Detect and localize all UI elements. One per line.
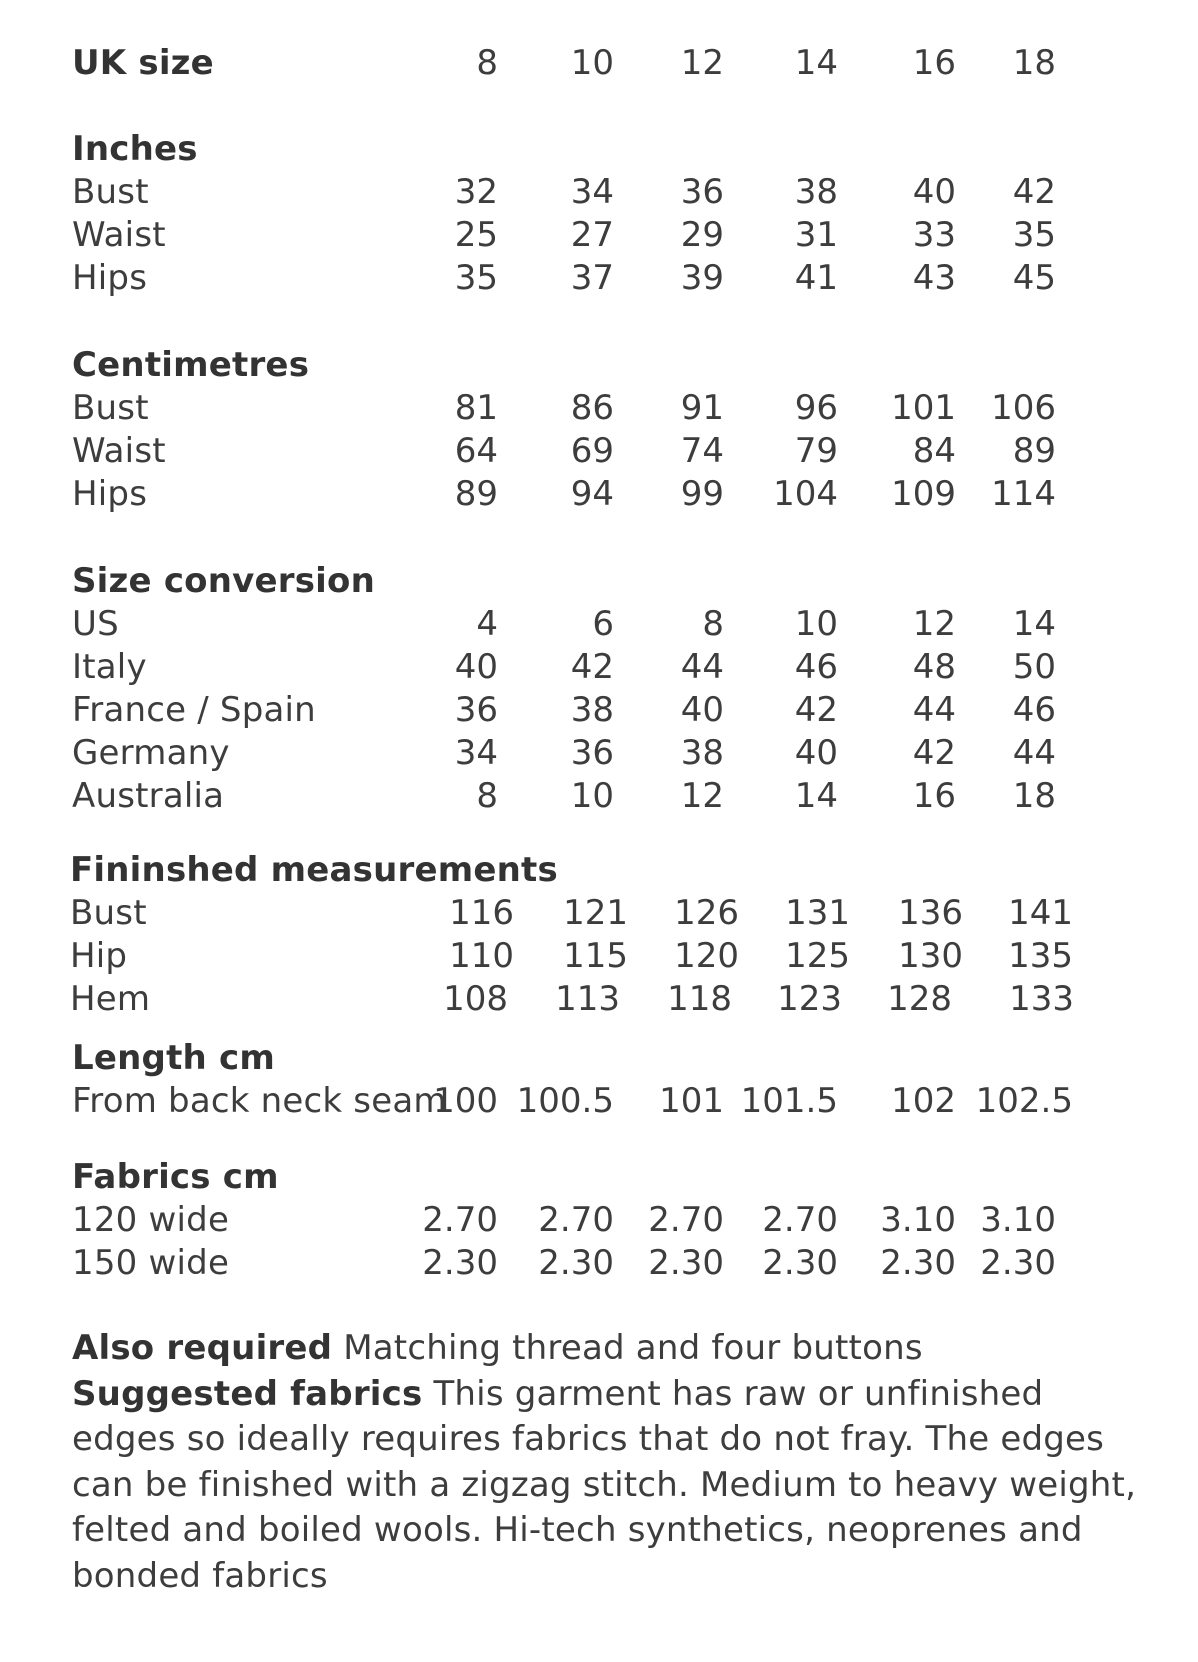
row-label: Hem: [70, 979, 151, 1019]
size-10: 10: [570, 43, 614, 83]
notes-block: [72, 1326, 1142, 1599]
table-cell: 106: [991, 388, 1056, 428]
table-cell: 43: [912, 258, 956, 298]
cm-hips-row: [0, 471, 1198, 517]
conv-germany-row: [0, 730, 1198, 776]
row-label: Australia: [72, 776, 225, 816]
conv-italy-row: [0, 644, 1198, 690]
table-cell: 34: [570, 172, 614, 212]
table-cell: 3.10: [880, 1200, 956, 1240]
row-label: 150 wide: [72, 1243, 230, 1283]
table-cell: 2.70: [762, 1200, 838, 1240]
table-cell: 4: [476, 604, 498, 644]
table-cell: 99: [680, 474, 724, 514]
table-cell: 81: [454, 388, 498, 428]
table-cell: 2.30: [762, 1243, 838, 1283]
table-cell: 115: [563, 936, 628, 976]
table-cell: 38: [570, 690, 614, 730]
table-cell: 101.5: [740, 1081, 838, 1121]
inches-hips-row: [0, 255, 1198, 301]
table-cell: 34: [454, 733, 498, 773]
table-cell: 2.30: [648, 1243, 724, 1283]
fabrics-title: Fabrics cm: [72, 1157, 279, 1197]
inches-heading-row: [0, 126, 1198, 172]
table-cell: 46: [794, 647, 838, 687]
table-cell: 12: [680, 776, 724, 816]
table-cell: 114: [991, 474, 1056, 514]
table-cell: 14: [1012, 604, 1056, 644]
table-cell: 41: [794, 258, 838, 298]
table-cell: 133: [1009, 979, 1074, 1019]
table-cell: 10: [570, 776, 614, 816]
table-cell: 29: [680, 215, 724, 255]
table-cell: 36: [680, 172, 724, 212]
table-cell: 48: [912, 647, 956, 687]
inches-title: Inches: [72, 129, 198, 169]
table-cell: 16: [912, 776, 956, 816]
row-label: Bust: [72, 172, 149, 212]
fabric-120-row: [0, 1197, 1198, 1243]
table-cell: 2.30: [980, 1243, 1056, 1283]
table-cell: 36: [454, 690, 498, 730]
table-cell: 36: [570, 733, 614, 773]
table-cell: 31: [794, 215, 838, 255]
table-cell: 38: [794, 172, 838, 212]
length-heading-row: [0, 1035, 1198, 1081]
table-cell: 40: [454, 647, 498, 687]
table-cell: 2.30: [422, 1243, 498, 1283]
size-conversion-heading-row: [0, 558, 1198, 604]
row-label: US: [72, 604, 119, 644]
table-cell: 130: [898, 936, 963, 976]
suggested-fabrics-paragraph: [72, 1372, 1142, 1600]
table-cell: 131: [785, 893, 850, 933]
table-cell: 118: [667, 979, 732, 1019]
conv-france-spain-row: [0, 687, 1198, 733]
table-cell: 135: [1008, 936, 1073, 976]
table-cell: 27: [570, 215, 614, 255]
table-cell: 37: [570, 258, 614, 298]
row-label: Waist: [72, 215, 166, 255]
cm-waist-row: [0, 428, 1198, 474]
table-cell: 14: [794, 776, 838, 816]
row-label: Germany: [72, 733, 230, 773]
table-cell: 101: [891, 388, 956, 428]
table-cell: 38: [680, 733, 724, 773]
table-cell: 10: [794, 604, 838, 644]
table-cell: 33: [912, 215, 956, 255]
suggested-fabrics-text: This garment has raw or unfinished edges so ideally requires fabrics that do not fray. The edges can be finished with a zigzag stitch. Medium to heavy weight, felted and boiled wools. Hi-tech synthetics, neoprenes and bonded fabrics: [72, 1373, 1137, 1596]
table-cell: 108: [443, 979, 508, 1019]
finished-title: Fininshed measurements: [70, 850, 558, 890]
size-16: 16: [912, 43, 956, 83]
fabrics-heading-row: [0, 1154, 1198, 1200]
table-cell: 45: [1012, 258, 1056, 298]
finished-heading-row: [0, 847, 1198, 893]
table-cell: 6: [592, 604, 614, 644]
table-cell: 79: [794, 431, 838, 471]
table-cell: 42: [912, 733, 956, 773]
table-cell: 136: [898, 893, 963, 933]
table-cell: 74: [680, 431, 724, 471]
table-cell: 2.70: [422, 1200, 498, 1240]
inches-bust-row: [0, 169, 1198, 215]
centimetres-title: Centimetres: [72, 345, 310, 385]
table-cell: 2.30: [538, 1243, 614, 1283]
table-cell: 116: [449, 893, 514, 933]
size-18: 18: [1012, 43, 1056, 83]
table-cell: 89: [454, 474, 498, 514]
conv-australia-row: [0, 773, 1198, 819]
table-cell: 44: [912, 690, 956, 730]
table-cell: 104: [773, 474, 838, 514]
table-cell: 84: [912, 431, 956, 471]
row-label: France / Spain: [72, 690, 316, 730]
table-cell: 89: [1012, 431, 1056, 471]
table-cell: 50: [1012, 647, 1056, 687]
size-12: 12: [680, 43, 724, 83]
table-cell: 96: [794, 388, 838, 428]
size-14: 14: [794, 43, 838, 83]
table-cell: 8: [702, 604, 724, 644]
suggested-fabrics-label: Suggested fabrics: [72, 1373, 423, 1414]
row-label: Hips: [72, 474, 148, 514]
length-row: [0, 1078, 1198, 1124]
row-label: 120 wide: [72, 1200, 230, 1240]
table-cell: 101: [659, 1081, 724, 1121]
row-label: From back neck seam: [72, 1081, 447, 1121]
inches-waist-row: [0, 212, 1198, 258]
also-required-line: [72, 1326, 1142, 1372]
row-label: Bust: [72, 388, 149, 428]
finished-hem-row: [0, 976, 1198, 1022]
table-cell: 46: [1012, 690, 1056, 730]
table-cell: 40: [680, 690, 724, 730]
table-cell: 113: [555, 979, 620, 1019]
table-cell: 42: [570, 647, 614, 687]
table-cell: 44: [680, 647, 724, 687]
table-cell: 120: [674, 936, 739, 976]
table-cell: 35: [1012, 215, 1056, 255]
length-title: Length cm: [72, 1038, 275, 1078]
finished-bust-row: [0, 890, 1198, 936]
table-cell: 2.70: [648, 1200, 724, 1240]
table-cell: 2.70: [538, 1200, 614, 1240]
also-required-text: Matching thread and four buttons: [343, 1328, 923, 1368]
table-cell: 69: [570, 431, 614, 471]
table-cell: 128: [887, 979, 952, 1019]
size-conversion-title: Size conversion: [72, 561, 375, 601]
table-cell: 126: [674, 893, 739, 933]
table-cell: 64: [454, 431, 498, 471]
table-cell: 42: [794, 690, 838, 730]
table-cell: 2.30: [880, 1243, 956, 1283]
table-cell: 94: [570, 474, 614, 514]
fabric-150-row: [0, 1240, 1198, 1286]
cm-bust-row: [0, 385, 1198, 431]
row-label: Bust: [70, 893, 147, 933]
table-cell: 18: [1012, 776, 1056, 816]
row-label: Waist: [72, 431, 166, 471]
table-cell: 123: [777, 979, 842, 1019]
row-label: Hip: [70, 936, 128, 976]
table-cell: 40: [912, 172, 956, 212]
table-cell: 44: [1012, 733, 1056, 773]
table-cell: 35: [454, 258, 498, 298]
table-cell: 25: [454, 215, 498, 255]
table-cell: 3.10: [980, 1200, 1056, 1240]
table-cell: 100: [433, 1081, 498, 1121]
table-cell: 102.5: [975, 1081, 1073, 1121]
table-cell: 141: [1008, 893, 1073, 933]
row-label: Italy: [72, 647, 147, 687]
uk-size-row: [0, 40, 1198, 86]
table-cell: 40: [794, 733, 838, 773]
row-label: Hips: [72, 258, 148, 298]
table-cell: 102: [891, 1081, 956, 1121]
table-cell: 100.5: [516, 1081, 614, 1121]
table-cell: 12: [912, 604, 956, 644]
table-cell: 110: [449, 936, 514, 976]
conv-us-row: [0, 601, 1198, 647]
table-cell: 109: [891, 474, 956, 514]
table-cell: 91: [680, 388, 724, 428]
finished-hip-row: [0, 933, 1198, 979]
size-8: 8: [476, 43, 498, 83]
uk-size-title: UK size: [72, 43, 214, 83]
table-cell: 125: [785, 936, 850, 976]
also-required-label: Also required: [72, 1328, 333, 1368]
table-cell: 121: [563, 893, 628, 933]
table-cell: 42: [1012, 172, 1056, 212]
table-cell: 8: [476, 776, 498, 816]
table-cell: 39: [680, 258, 724, 298]
table-cell: 32: [454, 172, 498, 212]
table-cell: 86: [570, 388, 614, 428]
centimetres-heading-row: [0, 342, 1198, 388]
